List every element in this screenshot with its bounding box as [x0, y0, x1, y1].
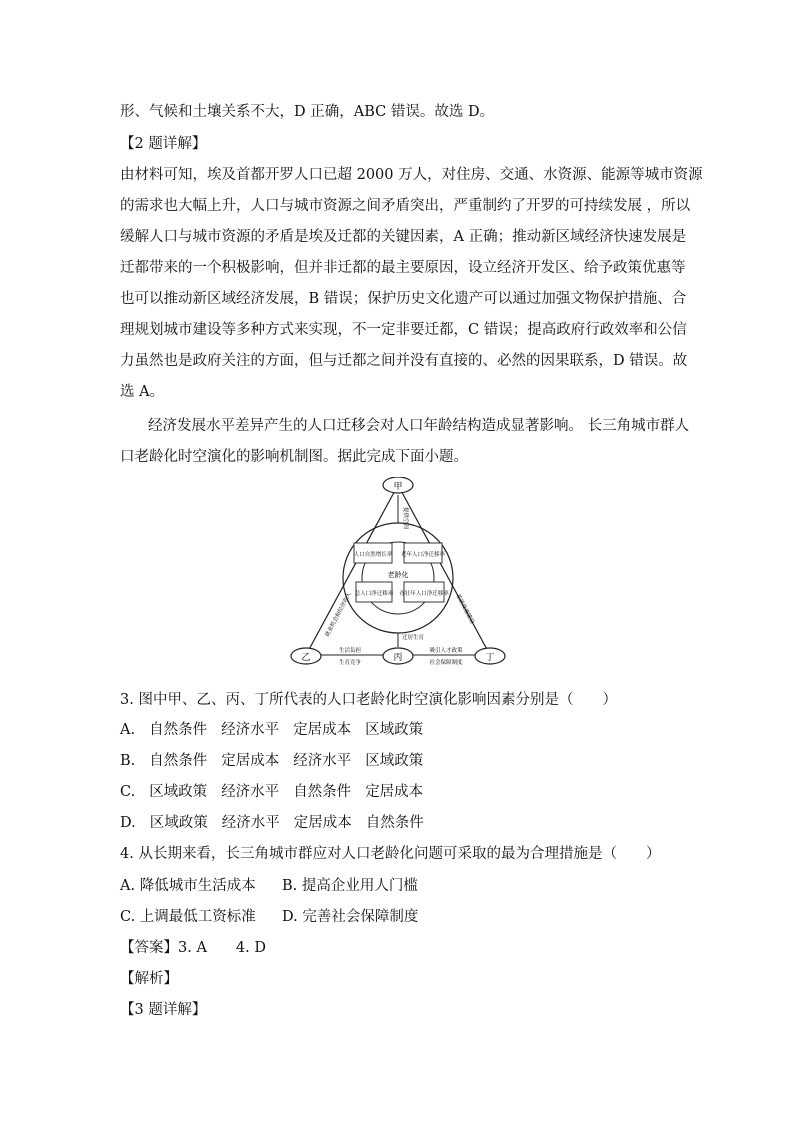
q2-header: 【2 题详解】	[120, 136, 207, 152]
node-bing	[383, 648, 413, 664]
svg-text:老年人口净迁移率: 老年人口净迁移率	[400, 552, 446, 558]
text-line: 理规划城市建设等多种方式来实现，不一定非要迁都，C 错误；提高政府行政效率和公信	[120, 322, 687, 338]
node-yi	[291, 648, 321, 664]
option-d: D. 区域政策 经济水平 定居成本 自然条件	[120, 815, 424, 831]
aging-mechanism-diagram	[288, 477, 508, 669]
q3-stem: 3. 图中甲、乙、丙、丁所代表的人口老龄化时空演化影响因素分别是（ ）	[120, 692, 617, 708]
q4-stem: 4. 从长期来看，长三角城市群应对人口老龄化问题可采取的最为合理措施是（ ）	[120, 846, 661, 862]
text-line: 的需求也大幅上升，人口与城市资源之间矛盾突出，严重制约了开罗的可持续发展 ，所以	[120, 198, 691, 214]
box-elderly-migration	[401, 543, 446, 563]
svg-text:乙: 乙	[301, 653, 311, 663]
edge-label-bottom-mid: 迁居生育	[402, 635, 425, 641]
svg-text:甲: 甲	[393, 482, 403, 492]
q4-option-b: B. 提高企业用人门槛	[282, 878, 418, 894]
box-natural-growth	[354, 543, 393, 563]
analysis-header: 【解析】	[120, 971, 178, 987]
option-b: B. 自然条件 定居成本 经济水平 区域政策	[120, 753, 424, 769]
option-a: A. 自然条件 经济水平 定居成本 区域政策	[120, 722, 424, 738]
q4-option-d: D. 完善社会保障制度	[282, 909, 419, 925]
q4-option-c: C. 上调最低工资标准	[120, 909, 256, 925]
box-total-migration	[355, 582, 394, 602]
node-ding	[475, 648, 505, 664]
svg-text:青壮年人口净迁移率: 青壮年人口净迁移率	[399, 591, 449, 597]
svg-text:人口自然增长率: 人口自然增长率	[353, 552, 393, 558]
edge-label-bottom-left-2: 生育竞争	[338, 660, 362, 666]
top-line: 形、气候和土壤关系不大，D 正确，ABC 错误。故选 D。	[120, 104, 495, 120]
text-line: 由材料可知，埃及首都开罗人口已超 2000 万人，对住房、交通、水资源、能源等城市资源	[120, 167, 703, 183]
text-line: 口老龄化时空演化的影响机制图。据此完成下面小题。	[120, 449, 468, 465]
text-line: 力虽然也是政府关注的方面，但与迁都之间并没有直接的、必然的因果联系，D 错误。故	[120, 353, 688, 369]
node-jia	[383, 477, 413, 493]
text-line: 迁都带来的一个积极影响，但并非迁都的最主要原因，设立经济开发区、给予政策优惠等	[120, 260, 686, 276]
edge-label-bottom-left-1: 生活负担	[338, 648, 362, 654]
svg-text:丙: 丙	[393, 653, 403, 663]
box-youth-migration	[399, 582, 449, 602]
svg-text:总人口净迁移率: 总人口净迁移率	[354, 591, 394, 597]
edge-label-right: 基础设施建设	[454, 593, 476, 626]
q3-header: 【3 题详解】	[120, 1002, 207, 1018]
svg-text:丁: 丁	[485, 653, 495, 663]
q4-option-a: A. 降低城市生活成本	[120, 878, 256, 894]
text-line: 选 A。	[120, 384, 165, 400]
edge-label-top: 提供空间	[402, 507, 408, 530]
text-line: 缓解人口与城市资源的矛盾是埃及迁都的关键因素，A 正确；推动新区域经济快速发展是	[120, 229, 687, 245]
text-line: 经济发展水平差异产生的人口迁移会对人口年龄结构造成显著影响。 长三角城市群人	[148, 418, 690, 434]
center-label: 老龄化	[387, 571, 409, 579]
edge-label-bottom-right-2: 社会保障制度	[429, 660, 463, 666]
option-c: C. 区域政策 经济水平 自然条件 定居成本	[120, 784, 424, 800]
text-line: 也可以推动新区域经济发展，B 错误；保护历史文化遗产可以通过加强文物保护措施、合	[120, 291, 687, 307]
edge-label-left: 就业机会和经济收入	[324, 591, 354, 638]
edge-label-bottom-right-1: 吸引人才政策	[429, 648, 463, 654]
answer-line: 【答案】3. A 4. D	[120, 940, 266, 956]
